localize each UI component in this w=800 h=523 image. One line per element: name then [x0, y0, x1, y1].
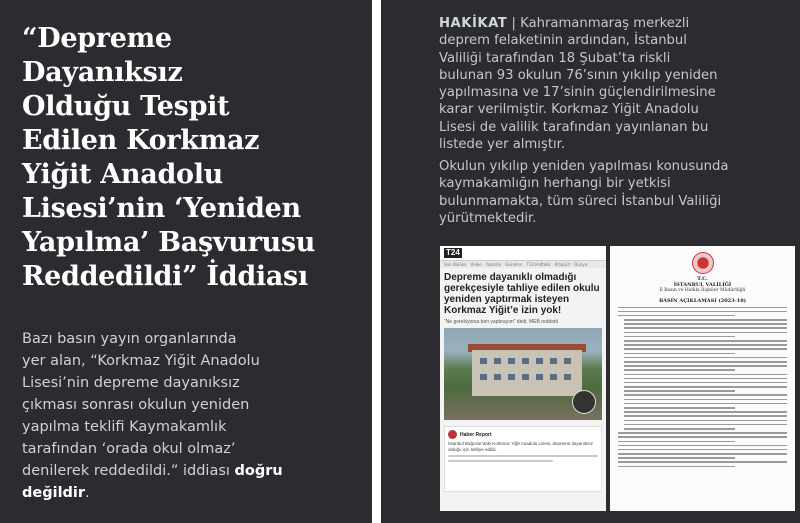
nav-item: Yazarlar [485, 262, 502, 267]
claim-text [22, 328, 342, 504]
governorship-seal-icon [692, 252, 714, 274]
window [494, 374, 501, 380]
site-logo: T24 [446, 248, 460, 257]
claim-line: denilerek reddedildi.” iddiası [22, 463, 235, 479]
doc-text-line [624, 378, 787, 380]
doc-title: BASIN AÇIKLAMASI (2023-18) [658, 297, 747, 304]
doc-text-line [624, 369, 735, 371]
doc-text-line [624, 407, 735, 409]
nav-item: Video [470, 262, 482, 267]
window [536, 358, 543, 364]
doc-text-line [624, 420, 787, 422]
window [480, 358, 487, 364]
claim-line: tarafından ‘orada okul olmaz’ [22, 441, 236, 457]
headline-line: Yapılma’ Başvurusu [22, 227, 316, 258]
nav-item: Son Dakika [444, 262, 467, 267]
fact-line: yapılmasına ve 17’sinin güçlendirilmesine [439, 85, 716, 101]
brand-separator: | [507, 16, 521, 31]
tweet-line [448, 455, 598, 457]
brand-label: HAKİKAT [439, 16, 508, 31]
doc-text-line [624, 374, 787, 376]
doc-text-line [618, 436, 787, 438]
article-subtitle: “Ne gerekiyorsa ben yaptırayım” dedi, MEB reddetti [444, 319, 558, 325]
school-photo [444, 328, 602, 420]
nav-item: Kitap24 [554, 262, 571, 267]
doc-text-line [624, 394, 787, 396]
school-building [472, 350, 582, 396]
doc-header: T.C. [697, 276, 708, 282]
doc-text-line [624, 382, 787, 384]
doc-text-line [624, 365, 787, 367]
doc-text-line [624, 319, 787, 321]
doc-text-line [618, 445, 787, 447]
fact-paragraph-2 [439, 158, 769, 227]
doc-text-line [624, 415, 787, 417]
doc-text-line [624, 399, 787, 401]
fact-paragraph-1 [439, 15, 769, 153]
doc-header: İSTANBUL VALİLİĞİ [673, 282, 732, 288]
portrait-badge [572, 390, 596, 414]
doc-text-line [624, 332, 787, 334]
doc-text-line [618, 453, 787, 455]
window [550, 358, 557, 364]
doc-text-line [618, 311, 787, 313]
doc-text-line [618, 307, 787, 309]
doc-text-line [624, 428, 735, 430]
doc-text-line [624, 403, 787, 405]
doc-subheader: İl Basın ve Halkla İlişkiler Müdürlüğü [659, 288, 746, 293]
fact-line: Okulun yıkılıp yeniden yapılması konusunda [439, 159, 729, 174]
window [550, 374, 557, 380]
embedded-tweet [444, 426, 602, 492]
fact-line: Kahramanmaraş merkezli [520, 16, 690, 31]
window [508, 358, 515, 364]
claim-line: Lisesi’nin depreme dayanıksız [22, 375, 240, 391]
window [536, 374, 543, 380]
doc-text-line [618, 449, 787, 451]
news-article-screenshot [440, 246, 606, 511]
doc-text-line [618, 441, 735, 443]
verdict-dot: . [85, 485, 90, 501]
doc-text-line [624, 348, 787, 350]
fact-line: listede yer almıştır. [439, 137, 566, 153]
headline-line: Edilen Korkmaz [22, 125, 260, 156]
avatar [448, 430, 457, 439]
nav-item: Dünya [574, 262, 588, 267]
headline-line: “Depreme [22, 23, 172, 54]
doc-text-line [618, 457, 735, 459]
headline-line: Lisesi’nin ‘Yeniden [22, 193, 301, 224]
doc-text-line [624, 336, 735, 338]
right-panel [381, 0, 800, 523]
headline-line: Dayanıksız [22, 57, 183, 88]
headline-line: Reddedildi” İddiası [22, 261, 308, 292]
headline-line: Yiğit Anadolu [22, 159, 224, 190]
headline [22, 22, 342, 294]
window [508, 374, 515, 380]
claim-line: Bazı basın yayın organlarında [22, 331, 237, 347]
nav-item: Gündem [505, 262, 523, 267]
tweet-line [448, 460, 553, 462]
claim-line: çıkması sonrası okulun yeniden [22, 397, 250, 413]
tweet-text: İstanbul Bağcılar’daki Korkmaz Yiğit Anadolu Lisesi, depreme dayanıksız olduğu için tahliye edildi. [448, 441, 593, 452]
claim-line: yapılma teklifi Kaymakamlık [22, 419, 227, 435]
doc-text-line [624, 361, 787, 363]
doc-text-line [624, 424, 787, 426]
article-header [440, 246, 606, 261]
doc-text-line [624, 344, 787, 346]
nav-item: T24 Haftalık [526, 262, 551, 267]
window [494, 358, 501, 364]
fact-line: yürütmektedir. [439, 210, 537, 226]
headline-line: Olduğu Tespit [22, 91, 230, 122]
doc-text-line [618, 466, 735, 468]
article-title: Depreme dayanıklı olmadığı gerekçesiyle tahliye edilen okulu yeniden yaptırmak isteyen Korkmaz Yiğit’e izin yok! [444, 272, 600, 316]
fact-line: karar verilmiştir. Korkmaz Yiğit Anadolu [439, 102, 699, 118]
doc-text-line [624, 323, 787, 325]
window [480, 374, 487, 380]
window [522, 358, 529, 364]
tweet-header [448, 430, 598, 439]
doc-text-line [624, 353, 735, 355]
window [564, 358, 571, 364]
fact-line: deprem felaketinin ardından, İstanbul [439, 33, 687, 49]
doc-text-line [624, 411, 787, 413]
fact-line: bulunan 93 okulun 76’sının yıkılıp yeniden [439, 67, 718, 83]
fact-line: bulunmamakta, tüm süreci İstanbul Valiliği [439, 193, 722, 209]
doc-text-line [624, 390, 735, 392]
fact-line: Valiliği tarafından 18 Şubat’ta riskli [439, 50, 671, 66]
fact-line: kaymakamlığın herhangi bir yetkisi [439, 176, 671, 192]
window [564, 374, 571, 380]
window [522, 374, 529, 380]
doc-text-line [624, 340, 787, 342]
doc-text-line [624, 327, 787, 329]
doc-text-line [618, 432, 787, 434]
doc-text-line [624, 386, 787, 388]
verdict-word: değildir [22, 485, 86, 501]
left-panel [0, 0, 372, 523]
tweet-author: Haber Report [460, 431, 492, 438]
fact-line: Lisesi de valilik tarafından yayınlanan bu [439, 119, 709, 135]
governorship-statement [610, 246, 795, 511]
claim-line: yer alan, “Korkmaz Yiğit Anadolu [22, 353, 260, 369]
doc-text-line [618, 461, 787, 463]
verdict-word: doğru [234, 463, 283, 479]
article-nav [440, 261, 606, 268]
doc-text-line [618, 315, 735, 317]
doc-text-line [624, 357, 787, 359]
